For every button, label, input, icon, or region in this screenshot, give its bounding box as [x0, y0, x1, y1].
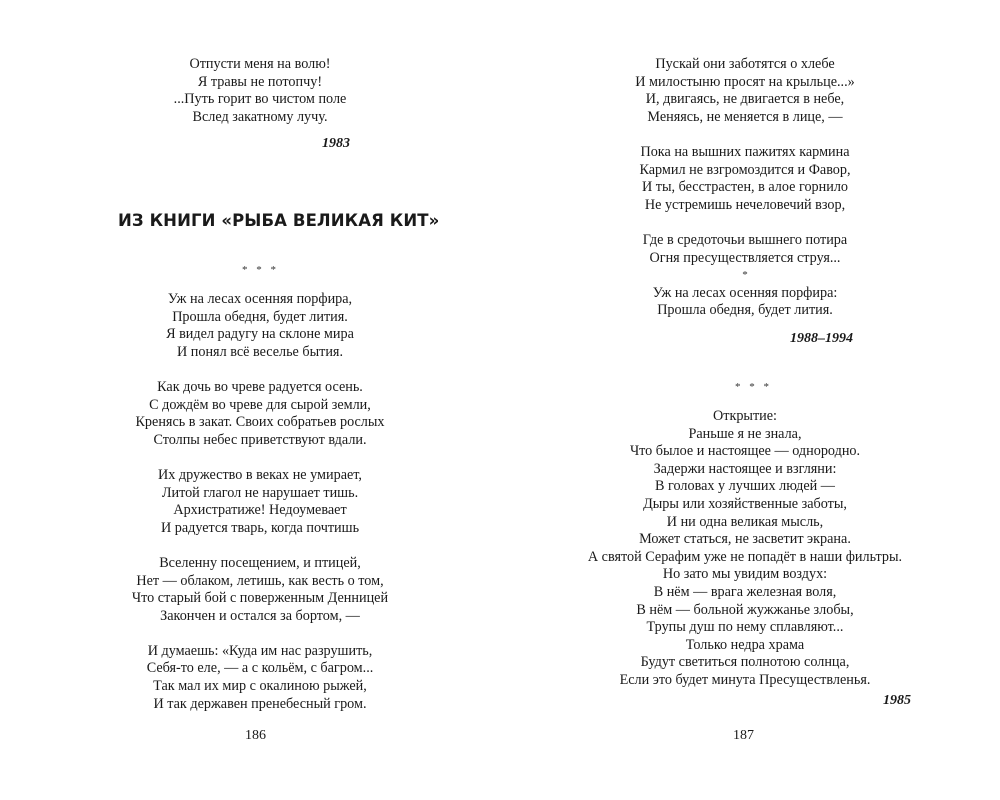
stanza [90, 379, 430, 449]
stanza [565, 285, 925, 320]
stanza [565, 232, 925, 267]
verse-line: И радуется тварь, когда почтишь [160, 519, 360, 536]
poem-date: 1983 [322, 136, 350, 151]
verse-line: И, двигаясь, не двигается в небе, [645, 91, 845, 108]
verse-line: Меняясь, не меняется в лице, — [647, 108, 843, 125]
verse-line: Что былое и настоящее — однородно. [629, 443, 861, 460]
poem-body [535, 408, 955, 690]
verse-line: Пускай они заботятся о хлебе [655, 56, 835, 72]
verse-line: В головах у лучших людей — [655, 478, 835, 495]
poem-separator: * * * [735, 381, 772, 393]
poem-continuation [565, 56, 925, 320]
stanza [565, 56, 925, 126]
stanza [90, 555, 430, 625]
verse-line: А святой Серафим уже не попадёт в наши фильтры. [587, 548, 903, 565]
verse-line: Раньше я не знала, [688, 425, 802, 442]
verse-line: Только недра храма [685, 636, 805, 653]
verse-line: Кренясь в закат. Своих собратьев рослых [135, 414, 385, 431]
page-number: 187 [733, 728, 754, 743]
verse-line: Прошла обедня, будет лития. [172, 308, 348, 325]
verse-line: Вселенну посещением, и птицей, [159, 554, 361, 571]
verse-line: Дыры или хозяйственные заботы, [643, 495, 847, 512]
verse-line: Трупы душ по нему сплавляют... [646, 619, 844, 636]
verse-line: Прошла обедня, будет лития. [657, 302, 833, 319]
verse-line: Огня пресуществляется струя... [649, 249, 841, 266]
verse-line: С дождём во чреве для сырой земли, [149, 396, 371, 413]
verse-line: Столпы небес приветствуют вдали. [153, 431, 367, 448]
stanza [565, 144, 925, 214]
poem-body [90, 291, 430, 713]
verse-line: Нет — облаком, летишь, как весть о том, [136, 572, 384, 589]
verse-line: Может статься, не засветит экрана. [639, 531, 851, 548]
verse-line: Кармил не взгромоздится и Фавор, [639, 161, 851, 178]
verse-line: Не устремишь нечеловечий взор, [644, 196, 846, 213]
verse-line: Уж на лесах осенняя порфира, [167, 291, 353, 307]
verse-line: Закончен и остался за бортом, — [160, 607, 360, 624]
verse-line: И думаешь: «Куда им нас разрушить, [147, 642, 373, 659]
poem-date: 1988–1994 [790, 331, 853, 346]
verse-line: Если это будет минута Пресуществленья. [619, 671, 871, 688]
right-page [500, 0, 1000, 800]
verse-line: Архистратиже! Недоумевает [173, 502, 347, 519]
verse-line: Будут светиться полнотою солнца, [640, 654, 850, 671]
verse-line: Их дружество в веках не умирает, [158, 466, 362, 483]
verse-line: В нём — больной жужжанье злобы, [636, 601, 854, 618]
stanza [90, 643, 430, 713]
verse-line: ...Путь горит во чистом поле [173, 91, 347, 108]
verse-line: Где в средоточьи вышнего потира [642, 231, 848, 248]
verse-line: Отпусти меня на волю! [189, 56, 331, 72]
verse-line: Но зато мы увидим воздух: [662, 566, 828, 583]
stanza [90, 291, 430, 361]
stanza [90, 467, 430, 537]
section-heading: ИЗ КНИГИ «РЫБА ВЕЛИКАЯ КИТ» [118, 211, 440, 230]
verse-line: И понял всё веселье бытия. [176, 343, 344, 360]
verse-line: Задержи настоящее и взгляни: [653, 460, 837, 477]
verse-line: И так державен пренебесный гром. [153, 695, 367, 712]
verse-line: Я видел радугу на склоне мира [166, 326, 354, 343]
verse-line: Литой глагол не нарушает тишь. [161, 484, 359, 501]
verse-line: Что старый бой с поверженным Денницей [131, 590, 389, 607]
poem-date: 1985 [883, 693, 911, 708]
poem-separator: * * * [242, 264, 279, 276]
verse-line: И ни одна великая мысль, [666, 513, 824, 530]
verse-line: Так мал их мир с окалиною рыжей, [153, 678, 367, 695]
verse-line: В нём — врага железная воля, [653, 583, 837, 600]
verse-line: И ты, бесстрастен, в алое горнило [641, 179, 848, 196]
verse-line: Как дочь во чреве радуется осень. [157, 378, 363, 395]
verse-line: Уж на лесах осенняя порфира: [652, 284, 838, 301]
verse-line: Пока на вышних пажитях кармина [640, 143, 850, 160]
verse-line: Себя-то еле, — а с кольём, с багром... [146, 660, 374, 677]
verse-line: И милостыню просят на крыльце...» [635, 73, 855, 90]
page-number: 186 [245, 728, 266, 743]
verse-line: Я травы не потопчу! [197, 73, 323, 90]
opening-stanza [90, 56, 430, 126]
verse-line: Открытие: [713, 408, 777, 424]
inner-separator: * [742, 269, 748, 282]
verse-line: Вслед закатному лучу. [192, 108, 328, 125]
